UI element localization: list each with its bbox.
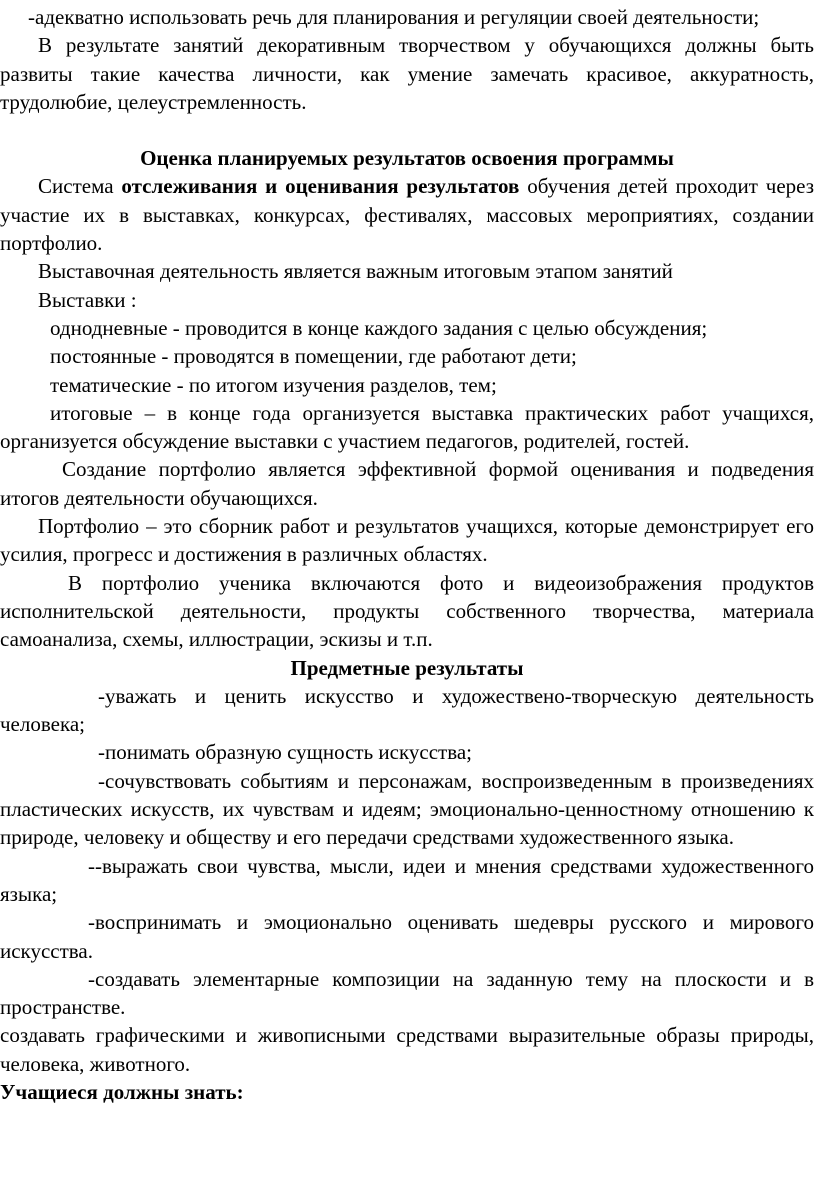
result-item: -сочувствовать событиям и персонажам, воспроизведенным в произведениях пластических искусств, их чувствам и идеям; эмоционально-ценностному отношению к природе, человеку и обществу и его передачи средствами художественного языка. bbox=[0, 768, 814, 850]
system-text-end: обучения детей проходит через участие их в выставках, конкурсах, фестивалях, массовых мероприятиях, создании портфолио. bbox=[0, 174, 815, 256]
paragraph-thematic: тематические - по итогом изучения разделов, тем; bbox=[50, 372, 497, 397]
paragraph-system bbox=[0, 172, 814, 257]
result-item: -уважать и ценить искусство и художествено-творческую деятельность человека; bbox=[0, 683, 814, 737]
paragraph-exhibitions-label: Выставки : bbox=[38, 287, 137, 312]
paragraph-speech: -адекватно использовать речь для планирования и регуляции своей деятельности; bbox=[28, 5, 760, 29]
paragraph-qualities: В результате занятий декоративным творчеством у обучающихся должны быть развиты такие качества личности, как умение замечать красивое, аккуратность, трудолюбие, целеустремленность. bbox=[0, 33, 814, 114]
paragraph-portfolio-contents: В портфолио ученика включаются фото и видеоизображения продуктов исполнительской деятельности, продукты собственного творчества, материала самоанализа, схемы, иллюстрации, эскизы и т.п. bbox=[0, 570, 814, 652]
paragraph-exhibition-activity: Выставочная деятельность является важным итоговым этапом занятий bbox=[38, 259, 673, 284]
system-text-bold: отслеживания и оценивания результатов bbox=[121, 174, 520, 199]
paragraph-portfolio-creation: Создание портфолио является эффективной формой оценивания и подведения итогов деятельности обучающихся. bbox=[0, 457, 814, 510]
paragraph-portfolio-definition: Портфолио – это сборник работ и результатов учащихся, которые демонстрирует его усилия, прогресс и достижения в различных областях. bbox=[0, 514, 814, 567]
heading-assessment: Оценка планируемых результатов освоения программы bbox=[140, 146, 674, 171]
result-item: -понимать образную сущность искусства; bbox=[98, 740, 472, 765]
spacer bbox=[0, 116, 814, 144]
heading-students-should-know: Учащиеся должны знать: bbox=[0, 1079, 244, 1104]
heading-subject-results: Предметные результаты bbox=[290, 655, 524, 680]
result-item: создавать графическими и живописными средствами выразительные образы природы, человека, животного. bbox=[0, 1023, 814, 1076]
paragraph-final: итоговые – в конце года организуется выставка практических работ учащихся, организуется обсуждение выставки с участием педагогов, родителей, гостей. bbox=[0, 400, 814, 454]
result-item: --выражать свои чувства, мысли, идеи и мнения средствами художественного языка; bbox=[0, 853, 814, 906]
result-item: -воспринимать и эмоционально оценивать шедевры русского и мирового искусства. bbox=[0, 910, 814, 963]
system-text-start: Система bbox=[38, 174, 122, 199]
result-item: -создавать элементарные композиции на заданную тему на плоскости и в пространстве. bbox=[0, 966, 814, 1020]
paragraph-one-day: однодневные - проводится в конце каждого задания с целью обсуждения; bbox=[50, 315, 708, 340]
paragraph-permanent: постоянные - проводятся в помещении, где работают дети; bbox=[50, 344, 577, 369]
